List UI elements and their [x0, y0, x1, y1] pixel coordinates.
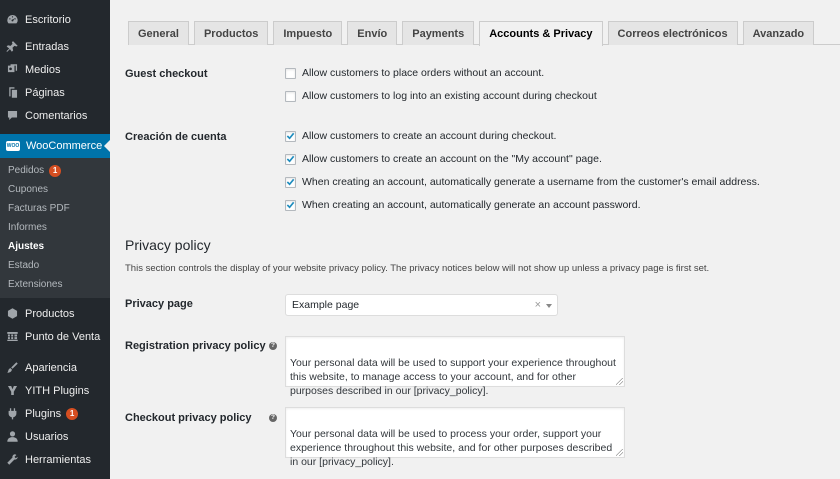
help-icon[interactable]: ?: [269, 414, 277, 422]
checkmark-icon: [286, 177, 295, 187]
guest-checkout-label: Guest checkout: [125, 68, 208, 80]
menu-item-entradas[interactable]: [0, 35, 110, 58]
user-icon: [6, 430, 19, 443]
menu-label: Herramientas: [25, 453, 92, 466]
checkmark-icon: [286, 131, 295, 141]
textarea-value: Your personal data will be used to process your order, support your experience throughout this website, and for other purposes described in our [privacy_policy].: [290, 428, 613, 468]
count-badge: 1: [66, 408, 78, 420]
submenu-label: Ajustes: [8, 241, 45, 252]
menu-item-paginas[interactable]: [0, 81, 110, 104]
option-text: Allow customers to create an account on the "My account" page.: [302, 153, 602, 165]
menu-item-medios[interactable]: [0, 58, 110, 81]
textarea-value: Your personal data will be used to support your experience throughout this website, to manage access to your account, and for other purposes described in our [privacy_policy].: [290, 357, 616, 397]
checkbox[interactable]: [285, 131, 296, 142]
settings-tabs: [128, 21, 819, 46]
count-badge: 1: [49, 165, 61, 177]
dashboard-icon: [6, 13, 19, 26]
menu-label: Páginas: [25, 86, 65, 99]
option-text: Allow customers to create an account during checkout.: [302, 130, 557, 142]
account-creation-option-password[interactable]: [285, 199, 641, 211]
account-creation-label: Creación de cuenta: [125, 131, 227, 143]
menu-label: Escritorio: [25, 13, 71, 26]
checkout-privacy-textarea[interactable]: [285, 407, 625, 468]
tab-avanzado[interactable]: Avanzado: [743, 21, 815, 45]
submenu-item-cupones[interactable]: [0, 180, 110, 199]
clear-icon[interactable]: ×: [534, 299, 541, 311]
resize-grip-icon[interactable]: [616, 378, 623, 385]
menu-label: YITH Plugins: [25, 384, 90, 397]
submenu-label: Cupones: [8, 184, 49, 195]
tab-general[interactable]: General: [128, 21, 189, 45]
guest-checkout-option-login[interactable]: [285, 90, 597, 102]
menu-label: Entradas: [25, 40, 70, 53]
menu-label: Punto de Venta: [25, 330, 101, 343]
menu-item-punto-de-venta[interactable]: [0, 325, 110, 348]
option-text: When creating an account, automatically generate an account password.: [302, 199, 641, 211]
pin-icon: [6, 40, 19, 53]
menu-label: Apariencia: [25, 361, 77, 374]
submenu-label: Informes: [8, 222, 47, 233]
checkout-privacy-label: Checkout privacy policy: [125, 412, 252, 424]
submenu-item-facturas[interactable]: [0, 199, 110, 218]
box-icon: [6, 307, 19, 320]
menu-item-woocommerce[interactable]: [0, 134, 110, 158]
menu-item-productos[interactable]: [0, 302, 110, 325]
menu-item-apariencia[interactable]: [0, 356, 110, 379]
menu-label: Productos: [25, 307, 75, 320]
submenu-item-ajustes[interactable]: [0, 237, 110, 256]
plugin-icon: [6, 407, 19, 420]
wrench-icon: [6, 453, 19, 466]
submenu-item-pedidos[interactable]: [0, 161, 110, 180]
pos-icon: [6, 330, 19, 343]
help-icon[interactable]: ?: [269, 342, 277, 350]
submenu-label: Extensiones: [8, 279, 63, 290]
privacy-page-label: Privacy page: [125, 298, 193, 310]
option-text: Allow customers to log into an existing account during checkout: [302, 90, 597, 102]
checkbox[interactable]: [285, 68, 296, 79]
menu-label: Usuarios: [25, 430, 69, 443]
brush-icon: [6, 361, 19, 374]
tab-productos[interactable]: Productos: [194, 21, 268, 45]
menu-item-escritorio[interactable]: [0, 8, 110, 31]
pages-icon: [6, 86, 19, 99]
submenu-item-estado[interactable]: [0, 256, 110, 275]
checkbox[interactable]: [285, 200, 296, 211]
media-icon: [6, 63, 19, 76]
account-creation-option-my-account[interactable]: [285, 153, 602, 165]
option-text: Allow customers to place orders without an account.: [302, 67, 545, 79]
guest-checkout-option-orders[interactable]: [285, 67, 544, 79]
checkbox[interactable]: [285, 177, 296, 188]
account-creation-option-checkout[interactable]: [285, 130, 556, 142]
select-value: Example page: [292, 299, 360, 311]
submenu-label: Pedidos: [8, 165, 45, 176]
submenu-item-extensiones[interactable]: [0, 275, 110, 294]
registration-privacy-label: Registration privacy policy: [125, 340, 266, 352]
woocommerce-submenu: [0, 158, 110, 298]
menu-label: Comentarios: [25, 109, 88, 122]
tab-impuesto[interactable]: Impuesto: [273, 21, 342, 45]
registration-privacy-textarea[interactable]: [285, 336, 625, 397]
account-creation-option-username[interactable]: [285, 176, 760, 188]
chevron-down-icon[interactable]: [546, 304, 552, 308]
menu-item-herramientas[interactable]: [0, 448, 110, 471]
yith-icon: [6, 384, 19, 397]
menu-label: Medios: [25, 63, 61, 76]
tab-payments[interactable]: Payments: [402, 21, 474, 45]
submenu-label: Estado: [8, 260, 40, 271]
checkbox[interactable]: [285, 154, 296, 165]
menu-item-plugins[interactable]: [0, 402, 110, 425]
privacy-section-description: This section controls the display of your website privacy policy. The privacy notices below will not show up unless a privacy page is first set.: [125, 263, 710, 274]
checkbox[interactable]: [285, 91, 296, 102]
tab-envio[interactable]: Envío: [347, 21, 397, 45]
option-text: When creating an account, automatically generate a username from the customer's email address.: [302, 176, 760, 188]
menu-item-comentarios[interactable]: [0, 104, 110, 127]
checkmark-icon: [286, 154, 295, 164]
tab-correos[interactable]: Correos electrónicos: [608, 21, 738, 45]
menu-item-usuarios[interactable]: [0, 425, 110, 448]
privacy-section-title: Privacy policy: [125, 237, 211, 253]
woocommerce-logo-icon: WOO: [6, 143, 20, 149]
admin-sidebar: [0, 0, 110, 479]
menu-item-yith-plugins[interactable]: [0, 379, 110, 402]
comments-icon: [6, 109, 19, 122]
privacy-page-select[interactable]: [285, 294, 558, 316]
tab-accounts-privacy[interactable]: Accounts & Privacy: [479, 21, 602, 46]
submenu-item-informes[interactable]: [0, 218, 110, 237]
submenu-label: Facturas PDF: [8, 203, 70, 214]
resize-grip-icon[interactable]: [616, 449, 623, 456]
checkmark-icon: [286, 200, 295, 210]
menu-label: Plugins: [25, 407, 62, 420]
menu-label: WooCommerce: [26, 140, 103, 152]
